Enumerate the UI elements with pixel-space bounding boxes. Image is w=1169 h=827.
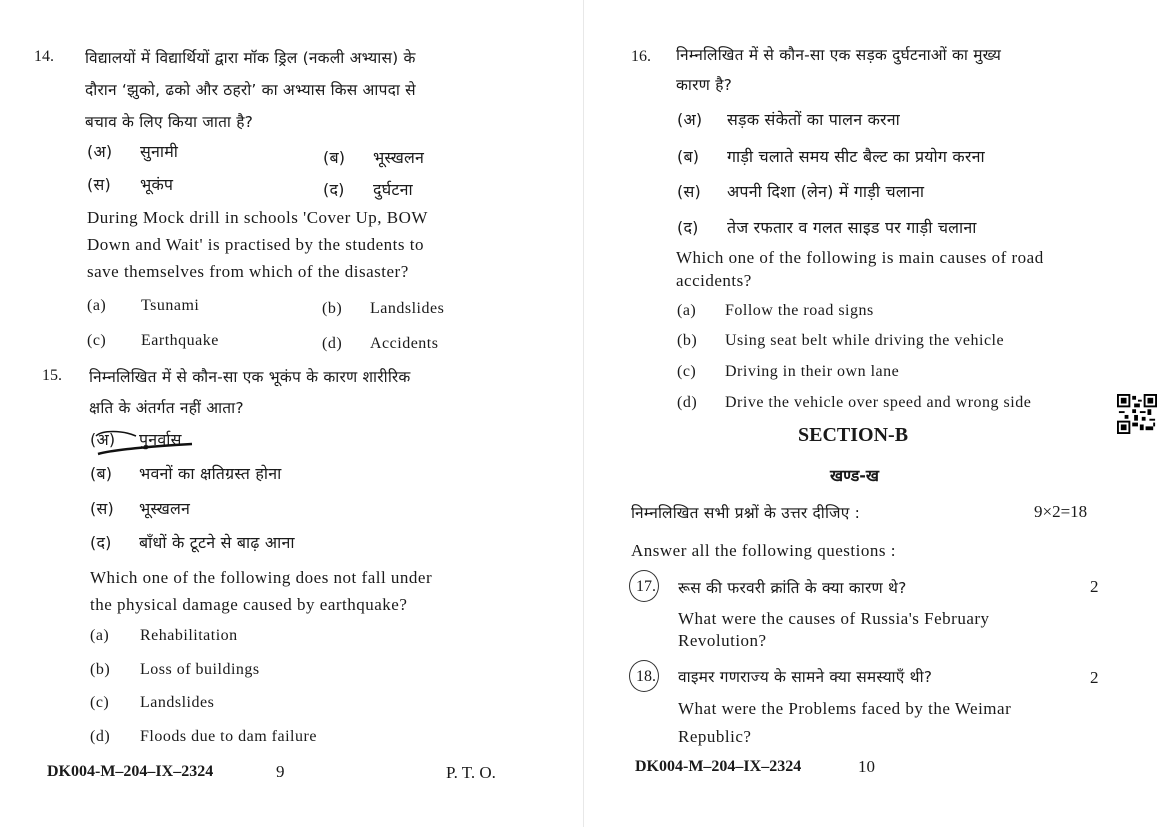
q16-hi-option-text: तेज रफतार व गलत साइड पर गाड़ी चलाना	[727, 218, 977, 237]
question-18-hindi: वाइमर गणराज्य के सामने क्या समस्याएँ थी?	[678, 668, 933, 686]
q14-en-option-key: (b)	[322, 300, 343, 317]
footer-page-number: 9	[276, 762, 285, 781]
q16-en-option-text: Follow the road signs	[725, 302, 874, 319]
right-page	[590, 0, 1169, 827]
footer-paper-code: DK004-M–204–IX–2324	[47, 763, 214, 780]
footer-page-number: 10	[858, 757, 875, 776]
question-15-number: 15.	[42, 367, 62, 384]
page-fold	[583, 0, 584, 827]
q14-en-option-key: (c)	[87, 332, 107, 349]
q14-hi-option-text: भूकंप	[140, 175, 174, 194]
q16-hi-option-key: (अ)	[677, 110, 703, 129]
q16-hi-option-key: (स)	[677, 182, 701, 201]
q15-en-option-text: Rehabilitation	[140, 627, 238, 644]
q15-en-option-text: Floods due to dam failure	[140, 728, 317, 745]
q14-en-option-text: Landslides	[370, 300, 445, 317]
question-15-hindi-line-1: निम्नलिखित में से कौन-सा एक भूकंप के कारण शारीरिक	[89, 368, 411, 386]
q16-en-option-text: Using seat belt while driving the vehicle	[725, 332, 1005, 349]
question-17-number: 17.	[636, 578, 656, 595]
q14-hi-option-key: (स)	[87, 175, 111, 194]
question-14-english-line-1: During Mock drill in schools 'Cover Up, BOW	[87, 208, 428, 227]
q16-hi-option-key: (ब)	[677, 147, 700, 166]
instruction-english: Answer all the following questions :	[631, 541, 896, 560]
q15-hi-option-key: (द)	[90, 533, 112, 552]
q14-en-option-text: Tsunami	[141, 297, 200, 314]
question-18-english-line-2: Republic?	[678, 727, 752, 746]
question-16-english-line-1: Which one of the following is main causes of road	[676, 248, 1044, 267]
question-15-hindi-line-2: क्षति के अंतर्गत नहीं आता?	[89, 399, 244, 417]
q16-en-option-key: (a)	[677, 302, 697, 319]
qr-code-icon	[1117, 394, 1157, 434]
q14-hi-option-text: भूस्खलन	[373, 148, 425, 167]
section-title-hindi: खण्ड-ख	[830, 466, 879, 485]
question-18-marks: 2	[1090, 668, 1099, 687]
q14-en-option-key: (d)	[322, 335, 343, 352]
q15-en-option-key: (c)	[90, 694, 110, 711]
q15-hi-option-text: पुनर्वास	[139, 430, 182, 449]
question-16-hindi-line-1: निम्नलिखित में से कौन-सा एक सड़क दुर्घटनाओं का मुख्य	[676, 46, 1002, 64]
q14-en-option-key: (a)	[87, 297, 107, 314]
left-page	[0, 0, 580, 827]
q15-en-option-key: (b)	[90, 661, 111, 678]
q16-hi-option-text: गाड़ी चलाते समय सीट बैल्ट का प्रयोग करना	[727, 147, 985, 166]
question-16-hindi-line-2: कारण है?	[676, 76, 733, 94]
q16-hi-option-text: सड़क संकेतों का पालन करना	[727, 110, 901, 129]
q15-en-option-key: (a)	[90, 627, 110, 644]
footer-paper-code: DK004-M–204–IX–2324	[635, 758, 802, 775]
q14-hi-option-key: (ब)	[323, 148, 346, 167]
question-14-number: 14.	[34, 48, 54, 65]
q15-hi-option-text: भूस्खलन	[139, 499, 191, 518]
marks-total: 9×2=18	[1034, 502, 1088, 521]
question-14-hindi-line-1: विद्यालयों में विद्यार्थियों द्वारा मॉक ड्रिल (नकली अभ्यास) के	[85, 49, 416, 67]
pen-tick-mark	[92, 424, 202, 464]
question-14-hindi-line-3: बचाव के लिए किया जाता है?	[85, 113, 254, 131]
question-17-marks: 2	[1090, 577, 1099, 596]
q14-en-option-text: Accidents	[370, 335, 439, 352]
question-17-hindi: रूस की फरवरी क्रांति के क्या कारण थे?	[678, 579, 907, 597]
q16-en-option-key: (d)	[677, 394, 698, 411]
question-14-english-line-3: save themselves from which of the disaster?	[87, 262, 409, 281]
question-18-english-line-1: What were the Problems faced by the Weimar	[678, 699, 1012, 718]
q14-en-option-text: Earthquake	[141, 332, 219, 349]
question-17-english-line-1: What were the causes of Russia's February	[678, 609, 990, 628]
instruction-hindi: निम्नलिखित सभी प्रश्नों के उत्तर दीजिए :	[631, 504, 861, 522]
q15-en-option-text: Loss of buildings	[140, 661, 260, 678]
q14-hi-option-text: सुनामी	[140, 142, 179, 161]
question-14-english-line-2: Down and Wait' is practised by the students to	[87, 235, 424, 254]
footer-pto: P. T. O.	[446, 763, 496, 782]
q16-hi-option-text: अपनी दिशा (लेन) में गाड़ी चलाना	[727, 182, 925, 201]
q14-hi-option-key: (अ)	[87, 142, 113, 161]
q16-en-option-text: Driving in their own lane	[725, 363, 900, 380]
question-16-number: 16.	[631, 48, 651, 65]
q15-en-option-text: Landslides	[140, 694, 215, 711]
q14-hi-option-key: (द)	[323, 180, 345, 199]
q15-hi-option-text: भवनों का क्षतिग्रस्त होना	[139, 464, 282, 483]
q16-en-option-key: (b)	[677, 332, 698, 349]
section-title: SECTION-B	[798, 424, 909, 446]
q15-hi-option-text: बाँधों के टूटने से बाढ़ आना	[139, 533, 295, 552]
q14-hi-option-text: दुर्घटना	[373, 180, 413, 199]
question-14-hindi-line-2: दौरान ‘झुको, ढको और ठहरो’ का अभ्यास किस आपदा से	[85, 81, 416, 99]
q15-hi-option-key: (ब)	[90, 464, 113, 483]
question-15-english-line-1: Which one of the following does not fall under	[90, 568, 433, 587]
question-18-number: 18.	[636, 668, 656, 685]
q16-hi-option-key: (द)	[677, 218, 699, 237]
q16-en-option-key: (c)	[677, 363, 697, 380]
q15-en-option-key: (d)	[90, 728, 111, 745]
q16-en-option-text: Drive the vehicle over speed and wrong side	[725, 394, 1032, 411]
question-17-english-line-2: Revolution?	[678, 631, 767, 650]
q15-hi-option-key: (अ)	[90, 430, 116, 449]
question-16-english-line-2: accidents?	[676, 271, 752, 290]
q15-hi-option-key: (स)	[90, 499, 114, 518]
question-15-english-line-2: the physical damage caused by earthquake?	[90, 595, 408, 614]
